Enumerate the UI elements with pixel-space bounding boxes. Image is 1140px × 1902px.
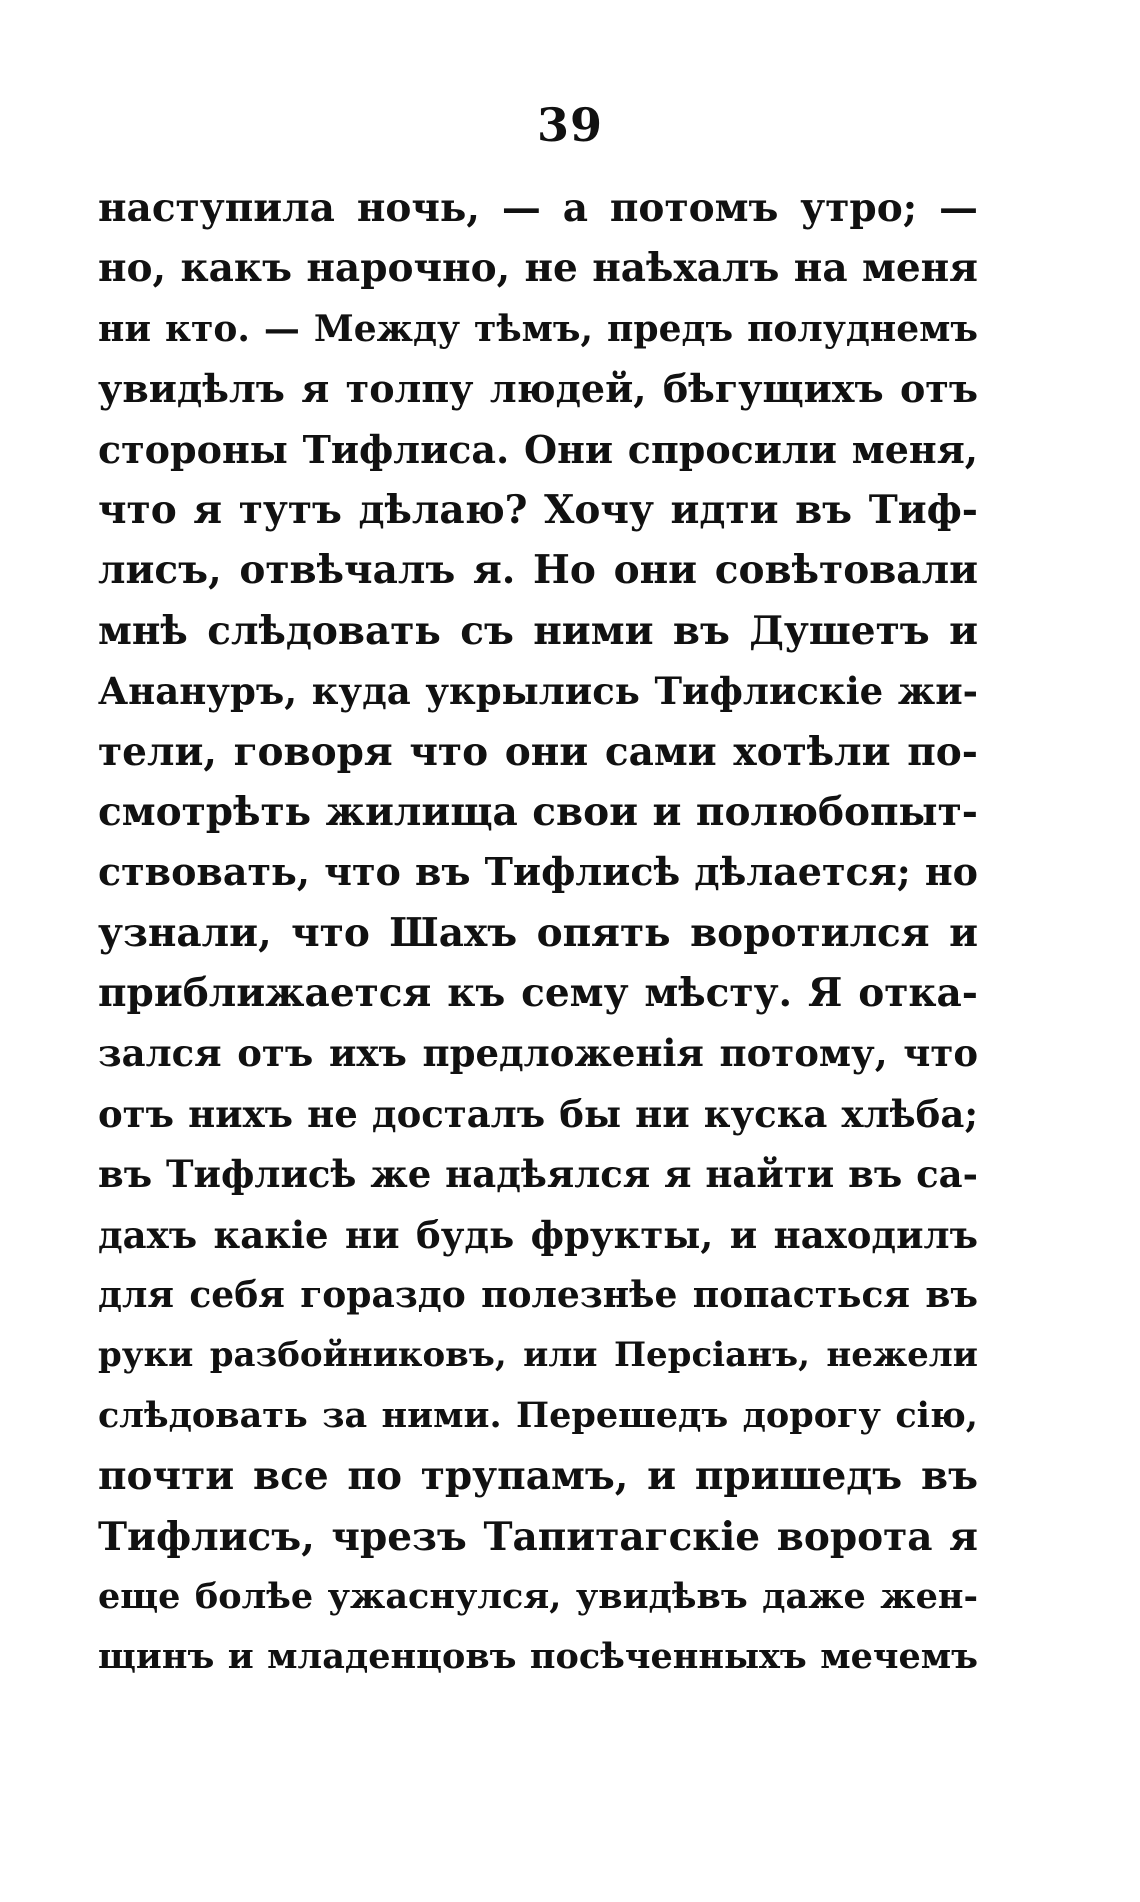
text-line: Анануръ, куда укрылись Тифлискіе жи- [98,669,978,714]
page-number: 39 [536,98,603,152]
text-line: для себя гораздо полезнѣе попасться въ [98,1274,978,1317]
text-line: смотрѣть жилища свои и полюбопыт- [98,788,978,835]
text-line: тели, говоря что они сами хотѣли по- [98,728,978,775]
text-line: что я тутъ дѣлаю? Хочу идти въ Тиф- [98,486,978,533]
text-line: слѣдовать за ними. Перешедъ дорогу сію, [98,1394,978,1436]
text-line: но, какъ нарочно, не наѣхалъ на меня [98,245,978,292]
text-line: щинъ и младенцовъ посѣченныхъ мечемъ [98,1636,978,1678]
text-line: узнали, что Шахъ опять воротился и [98,909,978,956]
text-line: въ Тифлисѣ же надѣялся я найти въ са- [98,1152,978,1197]
text-line: приближается къ сему мѣсту. Я отка- [98,970,978,1017]
text-line: еще болѣе ужаснулся, увидѣвъ даже жен- [98,1575,978,1617]
text-line: почти все по трупамъ, и пришедъ въ [98,1453,978,1500]
text-line: ствовать, что въ Тифлисѣ дѣлается; но [98,849,978,895]
text-line: ни кто. — Между тѣмъ, предъ полуднемъ [98,307,978,350]
text-line: Тифлисъ, чрезъ Тапитагскіе ворота я [98,1513,978,1560]
body-text [98,178,978,1688]
text-line: отъ нихъ не досталъ бы ни куска хлѣба; [98,1091,978,1136]
text-line: руки разбойниковъ, или Персіанъ, нежели [98,1335,978,1376]
text-line: дахъ какіе ни будь фрукты, и находилъ [98,1212,978,1257]
text-line: стороны Тифлиса. Они спросили меня, [98,426,978,472]
text-line: зался отъ ихъ предложенія потому, что [98,1031,978,1076]
text-line: наступила ночь, — а потомъ утро; — [98,185,978,231]
text-line: мнѣ слѣдовать съ ними въ Душетъ и [98,607,978,654]
text-line: увидѣлъ я толпу людей, бѣгущихъ отъ [98,366,978,412]
text-line: лисъ, отвѣчалъ я. Но они совѣтовали [98,547,978,594]
